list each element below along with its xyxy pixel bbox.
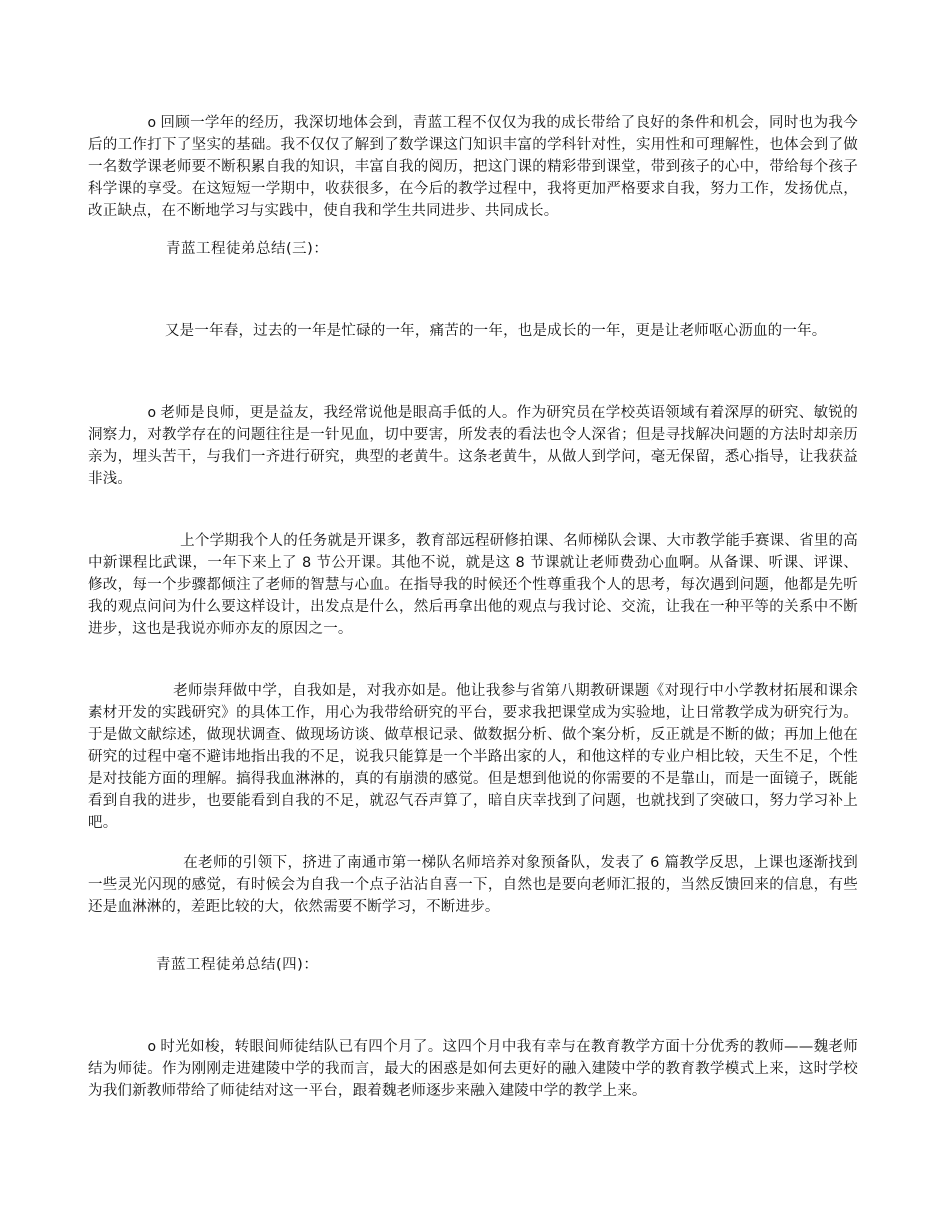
bullet-marker: o	[147, 1039, 157, 1055]
paragraph-text: 在老师的引领下，挤进了南通市第一梯队名师培养对象预备队，发表了 6 篇教学反思，上课也逐渐找到一些灵光闪现的感觉，有时候会为自我一个点子沾沾自喜一下，自然也是要向老师汇报的，当然反馈回来的信息，有些还是血淋淋的，差距比较的大，依然需要不断学习，不断进步。	[88, 855, 859, 915]
paragraph-text: 老师是良师，更是益友，我经常说他是眼高手低的人。作为研究员在学校英语领域有着深厚的研究、敏锐的洞察力，对教学存在的问题往往是一针见血，切中要害，所发表的看法也令人深省；但是寻找解决问题的方法时却亲历亲为，埋头苦干，与我们一齐进行研究，典型的老黄牛。这条老黄牛，从做人到学问，毫无保留，悉心指导，让我获益非浅。	[88, 405, 858, 487]
paragraph-1	[88, 90, 858, 244]
paragraph-3	[88, 380, 858, 512]
paragraph-2	[88, 298, 858, 364]
paragraph-text: 上个学期我个人的任务就是开课多，教育部远程研修拍课、名师梯队会课、大市教学能手赛课、省里的高中新课程比武课，一年下来上了 8 节公开课。其他不说，就是这 8 节课就让老师费劲心血啊。从备课、听课、评课、修改，每一个步骤都倾注了老师的智慧与心血。在指导我的时候还个性尊重我个人的思考，每次遇到问题，他都是先听我的观点问问为什么要这样设计，出发点是什么，然后再拿出他的观点与我讨论、交流，让我在一种平等的关系中不断进步，这也是我说亦师亦友的原因之一。	[88, 533, 858, 637]
paragraph-text: 又是一年春，过去的一年是忙碌的一年，痛苦的一年，也是成长的一年，更是让老师呕心沥血的一年。	[164, 323, 827, 339]
section-heading-3: 青蓝工程徒弟总结(三)：	[166, 241, 329, 257]
bullet-marker: o	[147, 405, 157, 421]
paragraph-text: 老师崇拜做中学，自我如是，对我亦如是。他让我参与省第八期教研课题《对现行中小学教材拓展和课余素材开发的实践研究》的具体工作，用心为我带给研究的平台，要求我把课堂成为实验地，让日常教学成为研究行为。于是做文献综述，做现状调查、做现场访谈、做草根记录、做数据分析、做个案分析，反正就是不断的做；再加上他在研究的过程中毫不避讳地指出我的不足，说我只能算是一个半路出家的人，和他这样的专业户相比较，天生不足，个性是对技能方面的理解。搞得我血淋淋的，真的有崩溃的感觉。但是想到他说的你需要的不是靠山，而是一面镜子，既能看到自我的进步，也要能看到自我的不足，就忍气吞声算了，暗自庆幸找到了问题，也就找到了突破口，努力学习补上吧。	[88, 683, 858, 831]
paragraph-text: 时光如梭，转眼间师徒结队已有四个月了。这四个月中我有幸与在教育教学方面十分优秀的教师——魏老师结为师徒。作为刚刚走进建陵中学的我而言，最大的困惑是如何去更好的融入建陵中学的教育教学模式上来，这时学校为我们新教师带给了师徒结对这一平台，跟着魏老师逐步来融入建陵中学的教学上来。	[88, 1039, 858, 1099]
paragraph-text: 回顾一学年的经历，我深切地体会到，青蓝工程不仅仅为我的成长带给了良好的条件和机会，同时也为我今后的工作打下了坚实的基础。我不仅仅了解到了数学课这门知识丰富的学科针对性，实用性和可理解性，也体会到了做一名数学课老师要不断积累自我的知识，丰富自我的阅历，把这门课的精彩带到课堂，带到孩子的心中，带给每个孩子科学课的享受。在这短短一学期中，收获很多，在今后的教学过程中，我将更加严格要求自我，努力工作，发扬优点，改正缺点，在不断地学习与实践中，使自我和学生共同进步、共同成长。	[88, 115, 858, 219]
bullet-marker: o	[147, 115, 157, 131]
paragraph-7	[88, 1014, 858, 1124]
paragraph-5	[88, 658, 858, 856]
paragraph-6	[88, 830, 858, 940]
paragraph-4	[88, 508, 858, 662]
section-heading-4: 青蓝工程徒弟总结(四)：	[156, 957, 319, 973]
